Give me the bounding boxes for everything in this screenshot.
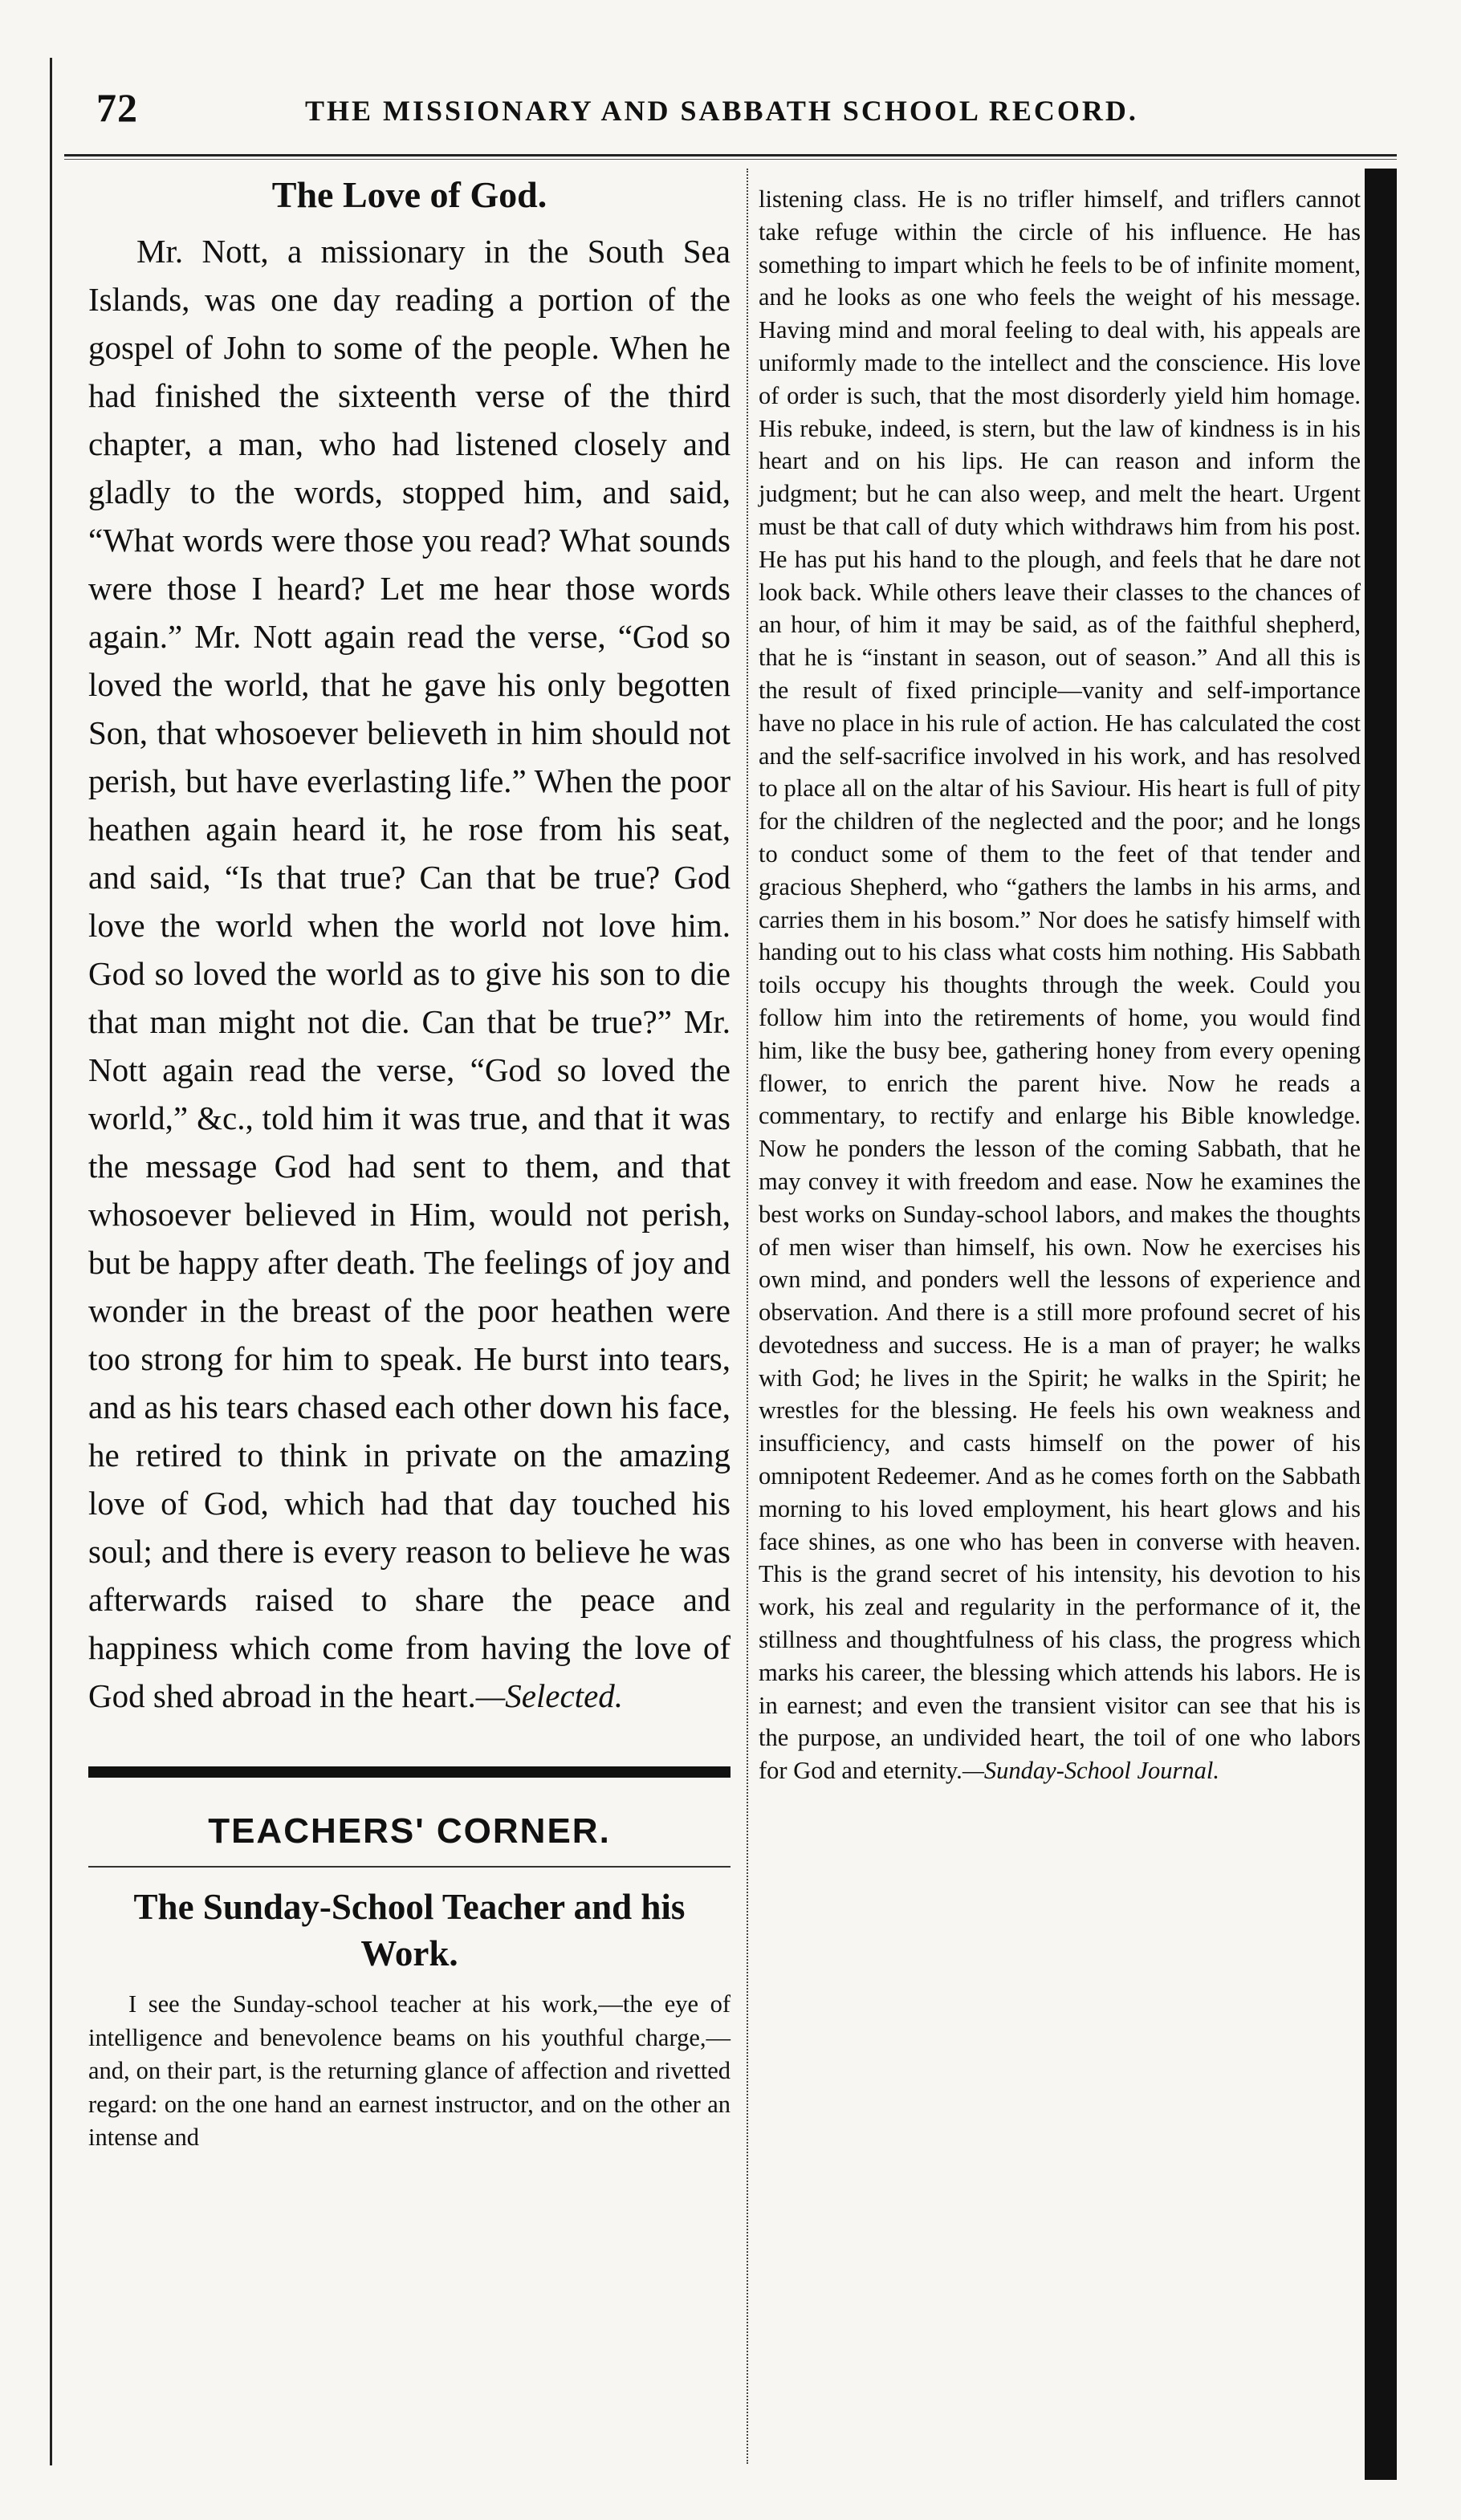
article-title-sunday-school-teacher: The Sunday-School Teacher and his Work. [133, 1887, 686, 1973]
article-body-left: I see the Sunday-school teacher at his work,—the eye of intelligence and benevolence beams on his youthful charge,—and, on their part, is the returning glance of affection and rivetted regard: on the one hand an earnest instructor, and on the other an intense and [88, 1990, 730, 2151]
page-header [64, 76, 1397, 140]
running-title: THE MISSIONARY AND SABBATH SCHOOL RECORD. [305, 95, 1138, 127]
header-rule [64, 154, 1397, 156]
article-source-journal: —Sunday-School Journal. [962, 1757, 1220, 1785]
article-title-love-of-god: The Love of God. [271, 174, 547, 215]
page-edge-shadow [1365, 169, 1397, 2480]
section-rule [88, 1866, 730, 1868]
right-column [759, 183, 1361, 1787]
article-source: —Selected. [475, 1677, 624, 1714]
left-column [88, 169, 730, 2155]
column-divider [747, 169, 748, 2464]
section-divider [88, 1766, 730, 1778]
page-number: 72 [96, 85, 138, 130]
article-body-love-of-god [88, 227, 730, 1720]
article-body-right-text: listening class. He is no trifler himself, and triflers cannot take refuge within the circle of his influence. He has something to impart which he feels to be of infinite moment, and he looks as one who feels the weight of his message. Having mind and moral feeling to deal with, his appeals are uniformly made to the intellect and the conscience. His love of order is such, that the most disorderly yield him homage. His rebuke, indeed, is stern, but the law of kindness is in his heart and on his lips. He can reason and inform the judgment; but he can also weep, and melt the heart. Urgent must be that call of duty which withdraws him from his post. He has put his hand to the plough, and feels that he dare not look back. While others leave their classes to the chances of an hour, of him it may be said, as of the faithful shepherd, that he is “instant in season, out of season.” And all this is the result of fixed principle—vanity and self-importance have no place in his rule of action. He has calculated the cost and the self-sacrifice involved in his work, and has resolved to place all on the altar of his Saviour. His heart is full of pity for the children of the neglected and the poor; and he longs to conduct some of them to the feet of that tender and gracious Shepherd, who “gathers the lambs in his arms, and carries them in his bosom.” Nor does he satisfy himself with handing out to his class what costs him nothing. His Sabbath toils occupy his thoughts through the week. Could you follow him into the retirements of home, you would find him, like the busy bee, gathering honey from every opening flower, to enrich the parent hive. Now he reads a commentary, to rectify and enlarge his Bible knowledge. Now he ponders the lesson of the coming Sabbath, that he may convey it with freedom and ease. Now he examines the best works on Sunday-school labors, and makes the thoughts of men wiser than himself, his own. Now he exercises his own mind, and ponders well the lessons of experience and observation. And there is a still more profound secret of his devotedness and success. He is a man of prayer; he walks with God; he lives in the Spirit; he walks in the Spirit; he wrestles for the blessing. He feels his own weakness and insufficiency, and casts himself on the power of his omnipotent Redeemer. And as he comes forth on the Sabbath morning to his loved employment, his heart glows and his face shines, as one who has been in converse with heaven. This is the grand secret of his intensity, his devotion to his work, his zeal and regularity in the performance of it, the stillness and thoughtfulness of his class, the progress which marks his career, the blessing which attends his labors. He is in earnest; and even the transient visitor can see that his is the purpose, an undivided heart, the toil of one who labors for God and eternity. [759, 185, 1361, 1785]
section-heading-teachers-corner: TEACHERS' CORNER. [208, 1811, 611, 1851]
header-rule-thin [64, 159, 1397, 160]
article-body-text: Mr. Nott, a missionary in the South Sea Islands, was one day reading a portion of the gospel of John to some of the people. When he had finished the sixteenth verse of the third chapter, a man, who had listened closely and gladly to the words, stopped him, and said, “What words were those you read? What sounds were those I heard? Let me hear those words again.” Mr. Nott again read the verse, “God so loved the world, that he gave his only begotten Son, that whosoever believeth in him should not perish, but have everlasting life.” When the poor heathen again heard it, he rose from his seat, and said, “Is that true? Can that be true? God love the world when the world not love him. God so loved the world as to give his son to die that man might not die. Can that be true?” Mr. Nott again read the verse, “God so loved the world,” &c., told him it was true, and that it was the message God had sent to them, and that whosoever believed in Him, would not perish, but be happy after death. The feelings of joy and wonder in the breast of the poor heathen were too strong for him to speak. He burst into tears, and as his tears chased each other down his face, he retired to think in private on the amazing love of God, which had that day touched his soul; and there is every reason to believe he was afterwards raised to share the peace and happiness which come from having the love of God shed abroad in the heart. [88, 233, 730, 1714]
article-body-right [759, 183, 1361, 1787]
